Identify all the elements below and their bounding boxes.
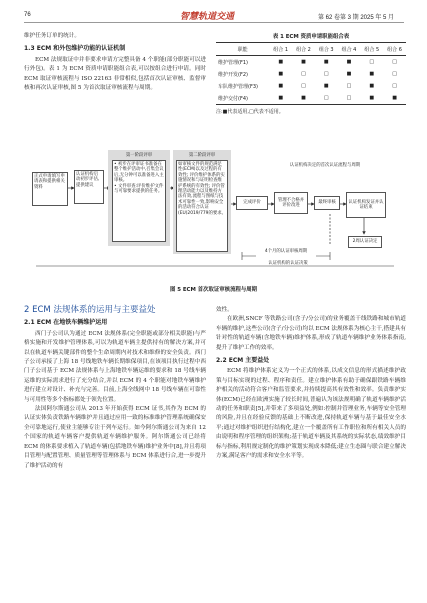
table-title: 表 1 ECM 资质申请职能组合表 — [272, 34, 350, 40]
table-header-cell: 组合 1 — [273, 46, 289, 53]
table-cell: □ — [346, 83, 352, 89]
left-top-column — [24, 32, 206, 93]
table-cell: □ — [392, 59, 397, 65]
journal-title: 智慧轨道交通 — [180, 12, 235, 22]
table-cell: □ — [323, 95, 329, 101]
table-cell: □ — [301, 83, 306, 89]
stage2-title: 第二阶段评审 — [188, 153, 216, 158]
carry-over-text: 效性。 — [216, 307, 233, 313]
table-cell: ■ — [278, 95, 284, 101]
table-header-row — [216, 43, 406, 56]
header-rule — [24, 22, 404, 23]
table-header-cell: 组合 2 — [296, 46, 311, 53]
table-header-cell: 组合 6 — [387, 46, 402, 53]
paragraph-siemens: 西门子公司认为通过 ECM 法规体系(完全职能或部分相关职能)与严格实施和开发维护管理体系,可以为轨道车辆主提供持有的解决方案,并可以在轨道车辆关键部件的整个生命周期内对技术和维修的安全负责。西门子公司承接了上海 18 号线地铁车辆长期维保项目,在该项目执行过程中西门子公司基于 ECM 法规体系与上海地铁车辆运维的要求和 18 号线车辆运维的实际需求进行了充分结合,并以 ECM 的 4 个职能对地铁车辆维护进行建立对设计、补充与完善。目前,上海全线网中 18 号线车辆在可靠性与可用性等多个指标都处于领先位置。 — [24, 330, 206, 403]
issue-info: 第 62 卷第 3 期 2025 年 5 月 — [318, 15, 395, 21]
paragraph-ecm-benefits: ECM 将维护体系定义为一个正式的体系,以成文信息的形式描述维护政策与目标实现的过程、程序和责任。建立维护体系有助于确保跟铁路车辆维护相关的活动符合客户和监管要求,并持续提高其有效性和效率。负责维护实体(ECM)已经在欧洲实施了较长时间,普遍认为该法规明确了轨道车辆维护活动的任务和职责[5],并带来了多项益处,例如:控制并管理业务,车辆等安全管理的风险,并且在经验反馈的基础上不断改进,保持轨道车辆与基于最佳安全水平;通过对维护组织进行结构化,建立一个覆盖所有工作职位和所有相关人员的由说明和程序管理的组织架构;基于轨道车辆及其系统的实际状态,绩效维护目标与指标,利用规定制化的维护策划实现成本降低;建立生态圈与联合建立解决方案,满足客户的需求和安全水平等。 — [216, 368, 406, 460]
table-cell: ■ — [346, 71, 352, 77]
paragraph-alstom: 法国阿尔斯通公司从 2013 年开始获得 ECM 证书,其作为 ECM 的认证实体负责铁路车辆维护并且通过应用一致的标准维护管理系统确保安全可靠地运行,使业主能够专注于列车运行。如今阿尔斯通公司为来自 12 个国家的轨道车辆客户提供轨道车辆维护服务。阿尔斯通公司已经将 ECM 的体系要求植入了轨道车辆(包括地铁车辆)维护业务中[8],并且将项目管理与配置管理、质量管理等管理体系与 ECM 体系进行合,进一步提升了维护活动的有 — [24, 406, 206, 469]
table-cell: ■ — [346, 59, 352, 65]
figure-caption: 图 5 ECM 首次取证审核流程与周期 — [169, 287, 258, 293]
table-cell: □ — [323, 71, 329, 77]
table-cell: □ — [392, 83, 397, 89]
paragraph-sncf: 在欧洲,SNCF 等铁路公司(含子/分公司)的业务覆盖干线铁路和城市轨道车辆的维护,这些公司(含子/分公司)均以 ECM 法规体系为核心主干,搭建具有针对性的轨道车辆(含地铁车辆)维护体系,形成了轨道车辆维护业务体系指南,提升了维护工作的效率。 — [216, 316, 406, 351]
row-label: 维护交付(F4) — [218, 95, 248, 102]
right-bottom-column — [216, 306, 406, 462]
left-bottom-column — [24, 306, 206, 471]
table-header-cell: 组合 3 — [318, 46, 334, 53]
paragraph-ecm-certification: ECM 法规取证中并非要求申请方完整具备 4 个职能(部分职能可以进行外包)。表 1 为 ECM 资质申请职能组合表,可以按组合进行申请。同时 ECM 取证审核流程与 ISO 22163 非常相似,包括首次认证审核、监督审核和再次认证审核,图 5 为首次取证审核流程与周期。 — [24, 56, 206, 92]
table-cell: ■ — [301, 59, 306, 65]
table-cell: ■ — [369, 95, 375, 101]
table-cell: ■ — [278, 59, 284, 65]
pass-box: 2周认证决定 — [348, 236, 382, 248]
table-cell: ■ — [278, 83, 284, 89]
table-cell: ■ — [392, 95, 397, 101]
table-cell: ■ — [278, 71, 284, 77]
table-cell: ■ — [323, 83, 329, 89]
table-row — [216, 92, 406, 105]
table-cell: ■ — [369, 83, 375, 89]
table-cell: ■ — [301, 95, 306, 101]
process-top-label: 认证机构决定的首次认证流程与周期 — [289, 163, 361, 168]
section-2-title: 2 ECM 法规体系的运用与主要益处 — [24, 305, 156, 315]
duration-label: 4个月的认证审核周期 — [256, 247, 316, 257]
table-note: 注:■代表适用,□代表不适用。 — [216, 109, 284, 115]
table-header-cell: 组合 4 — [341, 46, 357, 53]
row-label: 维护开发(F2) — [218, 71, 248, 78]
table-header-cell: 职能 — [237, 46, 248, 53]
table-cell: ■ — [323, 59, 329, 65]
table-cell: □ — [346, 95, 352, 101]
page-number: 76 — [24, 12, 31, 18]
table-row — [216, 80, 406, 92]
apply-box: 正式申请填写申请表和提供相关资料 — [32, 172, 68, 206]
prelim-box: 认证机构启动初步评估,提供建议 — [74, 170, 104, 204]
table-1 — [216, 32, 406, 115]
table-row — [216, 68, 406, 80]
ecm-function-table — [216, 42, 406, 105]
row-label: 维护管理(F1) — [218, 59, 248, 66]
table-row — [216, 56, 406, 69]
complete-box: 完成评价 — [236, 196, 268, 210]
decision-label: 认证机构的认证决策 — [268, 261, 308, 266]
subsection-heading-2-1: 2.1 ECM 在地铁车辆维护运用 — [24, 319, 108, 327]
row-label: 车队维护管理(F3) — [218, 83, 258, 90]
table-cell: ■ — [369, 71, 375, 77]
stage1-box: • 初步在评审证书准备在整个维护活动中,召集会议后,无分钟可以准备进入主审核。 • 文件审查:评价维护文件与可靠要求提供的任务。 — [112, 160, 166, 242]
improve-box: 管理不合格并评价改进 — [274, 192, 308, 214]
figure-5-diagram — [30, 148, 400, 268]
subsection-heading-1-3: 1.3 ECM 和外包维护功能的认证机制 — [24, 45, 126, 53]
issue-box: 认证机构发证并认证结束 — [346, 192, 386, 218]
table-header-cell: 组合 5 — [364, 46, 380, 53]
review-box: 最终审核 — [314, 196, 340, 210]
table-cell: □ — [369, 59, 375, 65]
carry-over-line: 维护任务订单的统计。 — [24, 33, 80, 39]
stage2-box: 如审核文件的规范满足性(ECM)以及过程的有效性; 评价维护体系的实施情况和与证明检查维护系统的有效性; 评价管理活动能力以及维持方法有效,流程与图纸与技术可靠性一致,影响安全的活动符合认证(EU)2019/779的要求。 — [176, 160, 228, 252]
table-cell: □ — [301, 71, 306, 77]
table-cell: □ — [392, 71, 397, 77]
subsection-heading-2-2: 2.2 ECM 主要益处 — [216, 357, 270, 365]
stage1-title: 第一阶段评审 — [125, 153, 153, 158]
